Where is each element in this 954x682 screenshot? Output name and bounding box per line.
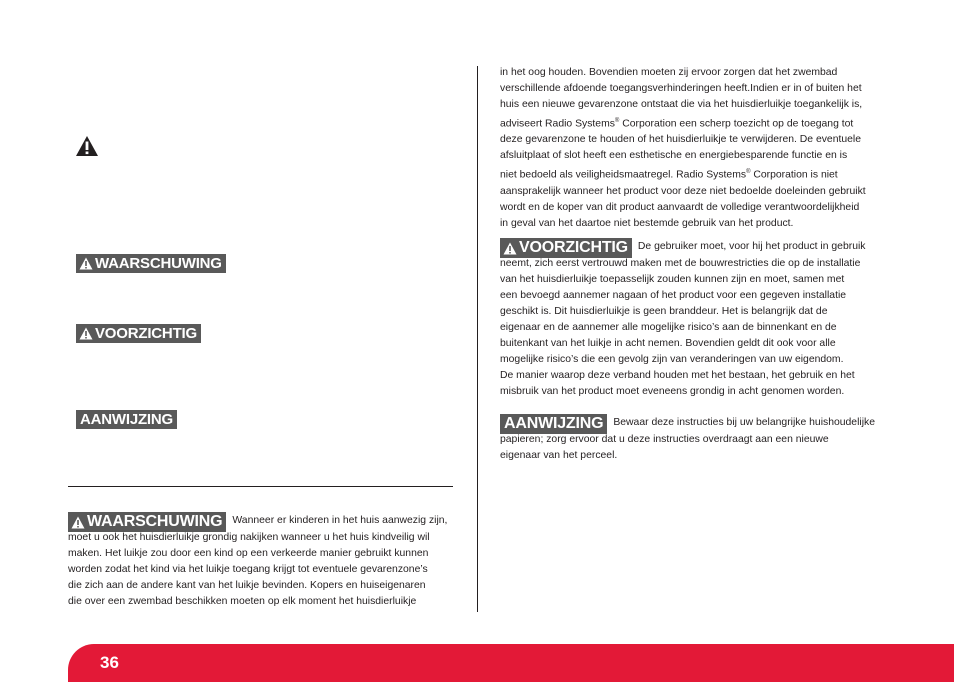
caution-paragraph (500, 236, 900, 400)
warning-triangle-icon (79, 327, 93, 340)
paragraph-line: die over een zwembad beschikken moeten op elk moment het huisdierluikje (68, 596, 417, 607)
paragraph-line: deze gevarenzone te houden of het huisdierluikje te verwijderen. De eventuele (500, 134, 862, 146)
paragraph-line: moet u ook het huisdierluikje grondig nakijken wanneer u het huis kindveilig wil (68, 532, 430, 543)
paragraph-text: Corporation is niet (753, 169, 838, 181)
warning-badge-label: WAARSCHUWING (95, 255, 222, 272)
registered-mark: ® (614, 118, 620, 124)
notice-badge (76, 410, 177, 429)
paragraph-line: geschikt is. Dit huisdierluikje is geen branddeur. Het is belangrijk dat de (500, 306, 828, 317)
warning-paragraph (68, 510, 468, 610)
continued-paragraph (500, 65, 900, 232)
column-divider (477, 66, 478, 612)
paragraph-line: eigenaar van het perceel. (500, 450, 618, 461)
footer-bar (68, 644, 954, 682)
paragraph-line: die zich aan de andere kant van het luikje bevinden. Kopers en huiseigenaren (68, 580, 426, 591)
paragraph-line (500, 164, 900, 183)
paragraph-text: Wanneer er kinderen in het huis aanwezig zijn, (232, 515, 448, 526)
paragraph-line: worden zodat het kind via het luikje toegang krijgt tot eventuele gevarenzone’s (68, 564, 428, 575)
warning-triangle-icon (75, 135, 99, 157)
paragraph-text: Corporation een scherp toezicht op de toegang tot (622, 118, 854, 130)
paragraph-line (68, 510, 468, 530)
caution-badge-label: VOORZICHTIG (519, 239, 628, 256)
warning-triangle-icon (71, 516, 85, 529)
caution-badge (500, 238, 632, 258)
paragraph-line: aansprakelijk wanneer het product voor deze niet bedoelde doeleinden gebruikt (500, 185, 866, 197)
paragraph-line: De manier waarop deze verband houden met het bestaan, het gebruik en het (500, 370, 855, 381)
page-number: 36 (100, 653, 119, 672)
warning-badge (68, 512, 226, 532)
paragraph-line (500, 412, 900, 432)
paragraph-line: misbruik van het product moet eveneens grondig in acht genomen worden. (500, 386, 845, 397)
warning-triangle-icon (79, 257, 93, 270)
notice-badge-label: AANWIJZING (504, 415, 604, 432)
paragraph-line: huis een nieuwe gevarenzone ontstaat die via het huisdierluikje toegankelijk is, (500, 99, 863, 110)
paragraph-line: in het oog houden. Bovendien moeten zij ervoor zorgen dat het zwembad (500, 67, 838, 78)
horizontal-separator (68, 486, 453, 487)
paragraph-line (500, 113, 900, 132)
notice-paragraph (500, 412, 900, 464)
paragraph-line: in geval van het daartoe niet bestemde gebruik van het product. (500, 217, 794, 229)
paragraph-line: een bevoegd aannemer nagaan of het product voor een gegeven installatie (500, 290, 847, 301)
paragraph-line: van het huisdierluikje toepasselijk zouden kunnen zijn en moet, samen met (500, 274, 845, 285)
paragraph-line: afsluitplaat of slot heeft een esthetische en energiebesparende functie en is (500, 150, 848, 162)
warning-badge (76, 254, 226, 273)
warning-badge-label: WAARSCHUWING (87, 513, 223, 530)
paragraph-text: niet bedoeld als veiligheidsmaatregel. Radio Systems (500, 169, 747, 181)
paragraph-line: neemt, zich eerst vertrouwd maken met de bouwrestricties die op de installatie (500, 258, 861, 269)
paragraph-line: mogelijke risico’s die een gevolg zijn van veranderingen van uw eigendom. (500, 354, 844, 365)
paragraph-line: verschillende afdoende toegangsverhinderingen heeft.Indien er in of buiten het (500, 83, 862, 94)
paragraph-line: wordt en de koper van dit product aanvaardt de volledige verantwoordelijkheid (500, 201, 860, 213)
notice-badge-label: AANWIJZING (80, 411, 173, 428)
warning-triangle-icon (503, 242, 517, 255)
paragraph-line (500, 236, 900, 256)
caution-badge (76, 324, 201, 343)
paragraph-line: eigenaar en de aannemer alle mogelijke risico’s aan de binnenkant en de (500, 322, 837, 333)
caution-badge-label: VOORZICHTIG (95, 325, 197, 342)
paragraph-line: maken. Het luikje zou door een kind op een verkeerde manier gebruikt kunnen (68, 548, 429, 559)
registered-mark: ® (746, 169, 751, 176)
paragraph-line: buitenkant van het luikje in acht nemen. Bovendien geldt dit ook voor alle (500, 338, 836, 349)
paragraph-text: De gebruiker moet, voor hij het product in gebruik (637, 241, 866, 252)
paragraph-text: adviseert Radio Systems (500, 118, 615, 130)
paragraph-text: Bewaar deze instructies bij uw belangrijke huishoudelijke (613, 417, 875, 428)
notice-badge (500, 414, 607, 434)
paragraph-line: papieren; zorg ervoor dat u deze instructies overdraagt aan een nieuwe (500, 434, 829, 445)
